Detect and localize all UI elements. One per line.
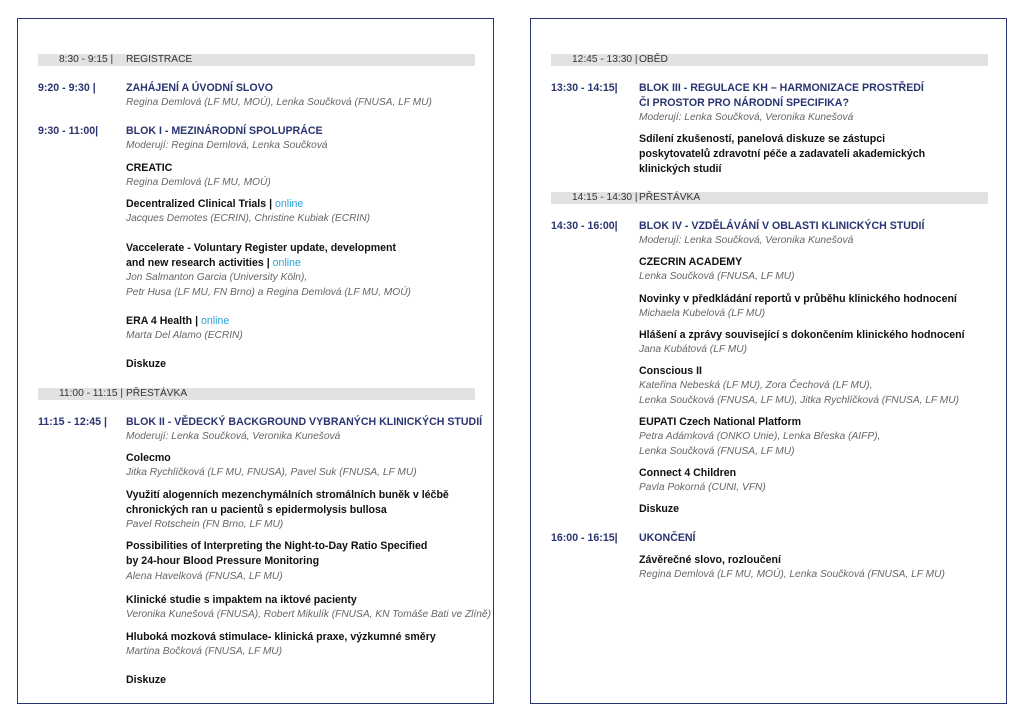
talk-czecrin-speakers: Lenka Součková (FNUSA, LF MU) xyxy=(639,271,795,282)
talk-msc-title-line2: chronických ran u pacientů s epidermolysis bullosa xyxy=(126,504,387,516)
block1-moderators: Moderují: Regina Demlová, Lenka Součková xyxy=(126,140,328,151)
talk-dbs-title: Hluboká mozková stimulace- klinická praxe, výzkumné směry xyxy=(126,631,436,643)
talk-bp-title xyxy=(126,539,427,569)
discussion-2: Diskuze xyxy=(126,674,167,686)
registration-label: REGISTRACE xyxy=(126,54,193,65)
discussion-1: Diskuze xyxy=(126,358,167,370)
talk-vaccelerate-separator: | xyxy=(263,257,273,269)
talk-conscious-speakers xyxy=(639,379,959,408)
talk-vaccelerate-title-line2: and new research activities xyxy=(126,257,264,269)
talk-vaccelerate-speakers-line1: Jon Salmanton Garcia (University Köln), xyxy=(126,272,308,283)
break-1-time: 11:00 - 11:15 | xyxy=(59,388,124,399)
talk-era-title xyxy=(126,314,229,329)
break-1-label: PŘESTÁVKA xyxy=(126,388,188,399)
panel-discussion-title-line1: Sdílení zkušeností, panelová diskuze se zástupci xyxy=(639,133,886,145)
online-badge: online xyxy=(275,198,304,210)
registration-time: 8:30 - 9:15 | xyxy=(59,54,114,65)
block2-time: 11:15 - 12:45 | xyxy=(38,416,107,428)
panel-discussion-title-line2: poskytovatelů zdravotní péče a zadavateli akademických xyxy=(639,148,926,160)
online-badge: online xyxy=(272,257,301,269)
talk-vaccelerate-title xyxy=(126,241,396,271)
talk-eupati-speakers-line1: Petra Adámková (ONKO Unie), Lenka Břeska (AIFP), xyxy=(639,431,881,442)
talk-dct-title-text: Decentralized Clinical Trials xyxy=(126,198,267,210)
talk-eupati-speakers xyxy=(639,430,880,459)
registration-bar xyxy=(38,54,475,66)
block4-moderators: Moderují: Lenka Součková, Veronika Kunešová xyxy=(639,235,854,246)
opening-time: 9:20 - 9:30 | xyxy=(38,82,96,94)
opening-speakers: Regina Demlová (LF MU, MOÚ), Lenka Součková (FNUSA, LF MU) xyxy=(126,97,432,108)
panel-discussion-title-line3: klinických studií xyxy=(639,163,722,175)
talk-stroke-speakers: Veronika Kunešová (FNUSA), Robert Mikulík (FNUSA, KN Tomáše Bati ve Zlíně) xyxy=(126,609,491,620)
talk-eupati-title: EUPATI Czech National Platform xyxy=(639,416,802,428)
talk-dbs-speakers: Martina Bočková (FNUSA, LF MU) xyxy=(126,646,283,657)
talk-vaccelerate-title-line1: Vaccelerate - Voluntary Register update, development xyxy=(126,242,397,254)
opening-heading: ZAHÁJENÍ A ÚVODNÍ SLOVO xyxy=(126,82,273,94)
program-panel-right xyxy=(530,18,1007,704)
break-2-label: PŘESTÁVKA xyxy=(639,192,701,203)
talk-bp-title-line2: by 24-hour Blood Pressure Monitoring xyxy=(126,555,320,567)
talk-czecrin-title: CZECRIN ACADEMY xyxy=(639,256,743,268)
block3-moderators: Moderují: Lenka Součková, Veronika Kunešová xyxy=(639,112,854,123)
talk-eupati-speakers-line2: Lenka Součková (FNUSA, LF MU) xyxy=(639,445,795,457)
closing-time: 16:00 - 16:15| xyxy=(551,532,618,544)
talk-era-title-text: ERA 4 Health xyxy=(126,315,193,327)
talk-bp-title-line1: Possibilities of Interpreting the Night-to-Day Ratio Specified xyxy=(126,540,428,552)
talk-era-separator: | xyxy=(192,315,201,327)
talk-creatic-title: CREATIC xyxy=(126,162,173,174)
talk-completion-speakers: Jana Kubátová (LF MU) xyxy=(639,344,747,355)
talk-conscious-speakers-line1: Kateřina Nebeská (LF MU), Zora Čechová (LF MU), xyxy=(639,380,873,391)
talk-dct-speakers: Jacques Demotes (ECRIN), Christine Kubiak (ECRIN) xyxy=(126,213,371,224)
break-2-time: 14:15 - 14:30 | xyxy=(572,192,638,203)
talk-conscious-title: Conscious II xyxy=(639,365,702,377)
block3-heading-line2: ČI PROSTOR PRO NÁRODNÍ SPECIFIKA? xyxy=(639,97,849,109)
talk-colecmo-title: Colecmo xyxy=(126,452,171,464)
block2-heading: BLOK II - VĚDECKÝ BACKGROUND VYBRANÝCH KLINICKÝCH STUDIÍ xyxy=(126,416,483,428)
lunch-label: OBĚD xyxy=(639,54,668,65)
break-1-bar xyxy=(38,388,475,400)
block1-heading: BLOK I - MEZINÁRODNÍ SPOLUPRÁCE xyxy=(126,125,323,137)
talk-bp-speakers: Alena Havelková (FNUSA, LF MU) xyxy=(126,571,283,582)
talk-c4c-title: Connect 4 Children xyxy=(639,467,737,479)
talk-dct-title xyxy=(126,197,303,212)
talk-stroke-title: Klinické studie s impaktem na iktové pacienty xyxy=(126,594,357,606)
block4-time: 14:30 - 16:00| xyxy=(551,220,618,232)
lunch-bar xyxy=(551,54,988,66)
talk-completion-title: Hlášení a zprávy související s dokončením klinického hodnocení xyxy=(639,329,965,341)
lunch-time: 12:45 - 13:30 | xyxy=(572,54,638,65)
program-panel-left xyxy=(17,18,494,704)
break-2-bar xyxy=(551,192,988,204)
talk-msc-speakers: Pavel Rotschein (FN Brno, LF MU) xyxy=(126,519,284,530)
block3-heading xyxy=(639,81,924,111)
block4-heading: BLOK IV - VZDĚLÁVÁNÍ V OBLASTI KLINICKÝCH STUDIÍ xyxy=(639,220,925,232)
block2-moderators: Moderují: Lenka Součková, Veronika Kunešová xyxy=(126,431,341,442)
panel-discussion-title xyxy=(639,132,925,177)
talk-c4c-speakers: Pavla Pokorná (CUNI, VFN) xyxy=(639,482,766,493)
talk-era-speakers: Marta Del Alamo (ECRIN) xyxy=(126,330,243,341)
discussion-3: Diskuze xyxy=(639,503,680,515)
closing-remarks-title: Závěrečné slovo, rozloučení xyxy=(639,554,781,566)
talk-reports-speakers: Michaela Kubelová (LF MU) xyxy=(639,308,766,319)
block1-time: 9:30 - 11:00| xyxy=(38,125,99,137)
talk-creatic-speakers: Regina Demlová (LF MU, MOÚ) xyxy=(126,177,271,188)
closing-heading: UKONČENÍ xyxy=(639,532,696,544)
talk-vaccelerate-speakers-line2: Petr Husa (LF MU, FN Brno) a Regina Demlová (LF MU, MOÚ) xyxy=(126,286,411,298)
talk-conscious-speakers-line2: Lenka Součková (FNUSA, LF MU), Jitka Rychlíčková (FNUSA, LF MU) xyxy=(639,394,960,406)
talk-msc-title xyxy=(126,488,449,518)
closing-remarks-speakers: Regina Demlová (LF MU, MOÚ), Lenka Součková (FNUSA, LF MU) xyxy=(639,569,945,580)
talk-vaccelerate-speakers xyxy=(126,271,411,300)
talk-reports-title: Novinky v předkládání reportů v průběhu klinického hodnocení xyxy=(639,293,957,305)
talk-msc-title-line1: Využití alogenních mezenchymálních stromálních buněk v léčbě xyxy=(126,489,449,501)
block3-heading-line1: BLOK III - REGULACE KH – HARMONIZACE PROSTŘEDÍ xyxy=(639,82,924,94)
block3-time: 13:30 - 14:15| xyxy=(551,82,618,94)
talk-dct-separator: | xyxy=(266,198,275,210)
talk-colecmo-speakers: Jitka Rychlíčková (LF MU, FNUSA), Pavel Suk (FNUSA, LF MU) xyxy=(126,467,417,478)
online-badge: online xyxy=(201,315,230,327)
